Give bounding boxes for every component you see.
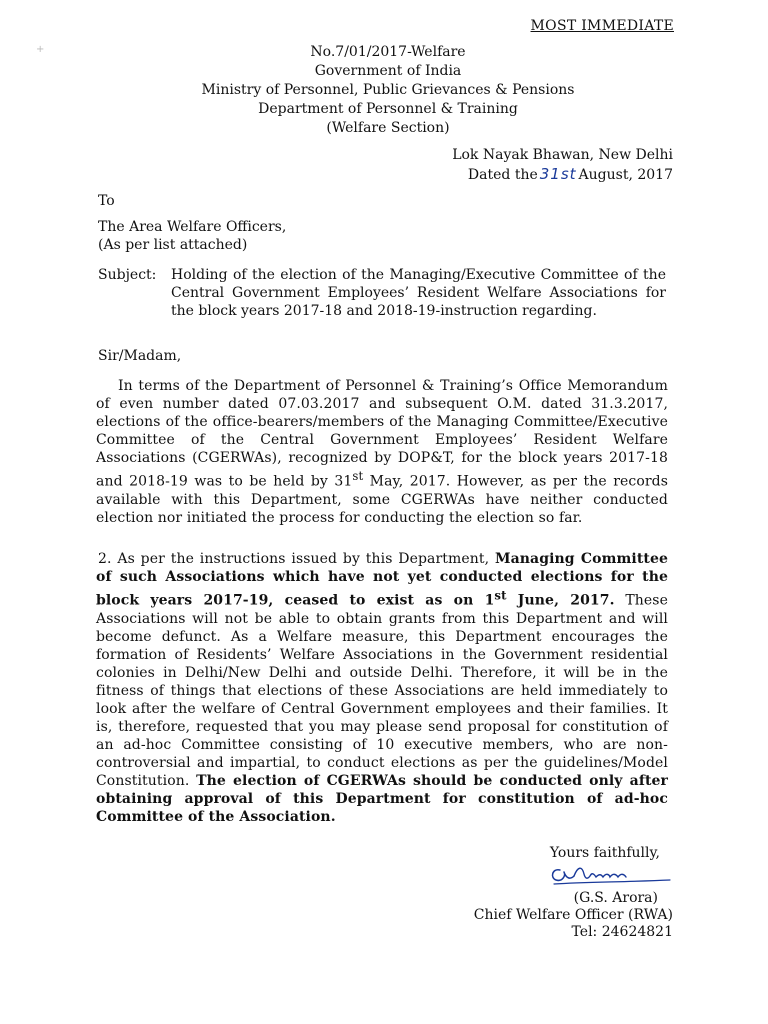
signatory-designation: Chief Welfare Officer (RWA) — [473, 907, 673, 923]
place: Lok Nayak Bhawan, New Delhi — [452, 147, 673, 163]
paragraph-2-bold-superscript: st — [494, 588, 507, 602]
paragraph-1-text-a: In terms of the Department of Personnel & Training’s Office Memorandum of even number dated 07.03.2017 and subsequent O.M. dated 31.3.2017, elections of the office-bearers/members of the Managing Committee/Executive Committee of the Central Government Employees’ Resident Welfare Associations (CGERWAs), recognized by DOP&T, for the block years 2017-18 and 2018-19 was to be held by 31 — [96, 378, 668, 490]
to-label: To — [98, 193, 115, 209]
paragraph-1-text-b: May, 2017. However, as per the records available with this Department, some CGERWAs have neither conducted election nor initiated the process for conducting the election so far. — [96, 473, 668, 526]
department-name: Department of Personnel & Training — [258, 101, 518, 117]
paragraph-2 — [96, 550, 668, 826]
date-line — [452, 165, 673, 185]
place-and-date — [452, 146, 673, 185]
letterhead — [0, 43, 768, 138]
paragraph-1 — [96, 377, 668, 527]
file-number: No.7/01/2017-Welfare — [310, 44, 466, 60]
handwritten-date: 31st — [539, 165, 577, 183]
paragraph-2-bold-1-end: June, 2017. — [506, 592, 615, 609]
date-suffix: August, 2017 — [578, 167, 673, 183]
margin-mark: + — [36, 44, 45, 55]
signature-image — [546, 862, 676, 892]
paragraph-2-bold-2: The election of CGERWAs should be conducted only after obtaining approval of this Department for constitution of ad-hoc Committee of the Association. — [96, 772, 669, 825]
paragraph-2-body: These Associations will not be able to obtain grants from this Department and will become defunct. As a Welfare measure, this Department encourages the formation of Residents’ Welfare Associations in the Government residential colonies in Delhi/New Delhi and outside Delhi. Therefore, it will be in the fitness of things that elections of these Associations are held immediately to look after the welfare of Central Government employees and their families. It is, therefore, requested that you may please send proposal for constitution of an ad-hoc Committee consisting of 10 executive members, who are non-controversial and impartial, to conduct elections as per the guidelines/Model Constitution. — [96, 592, 668, 789]
paragraph-1-superscript: st — [352, 469, 364, 483]
date-prefix: Dated the — [467, 167, 538, 183]
addressee-line-1: The Area Welfare Officers, — [98, 219, 287, 235]
closing: Yours faithfully, — [549, 845, 660, 861]
signatory-telephone: Tel: 24624821 — [571, 924, 673, 940]
ministry-name: Ministry of Personnel, Public Grievances & Pensions — [201, 82, 575, 98]
signatory-name: (G.S. Arora) — [573, 890, 658, 906]
salutation: Sir/Madam, — [98, 348, 182, 364]
section-name: (Welfare Section) — [326, 120, 450, 136]
paragraph-2-number: 2. — [98, 551, 112, 567]
paragraph-2-bold-1: Managing Committee of such Associations which have not yet conducted elections for the block years 2017-19, ceased to exist as on 1 — [96, 551, 669, 609]
priority-label: MOST IMMEDIATE — [530, 18, 674, 34]
government-name: Government of India — [314, 63, 462, 79]
addressee-line-2: (As per list attached) — [98, 237, 248, 253]
subject-label: Subject: — [98, 267, 157, 283]
paragraph-2-intro: As per the instructions issued by this Department, — [111, 551, 495, 567]
subject-block — [98, 266, 666, 320]
addressee — [98, 218, 286, 254]
subject-text: Holding of the election of the Managing/Executive Committee of the Central Government Employees’ Resident Welfare Associations for the block years 2017-18 and 2018-19-instruction regarding. — [171, 267, 666, 319]
